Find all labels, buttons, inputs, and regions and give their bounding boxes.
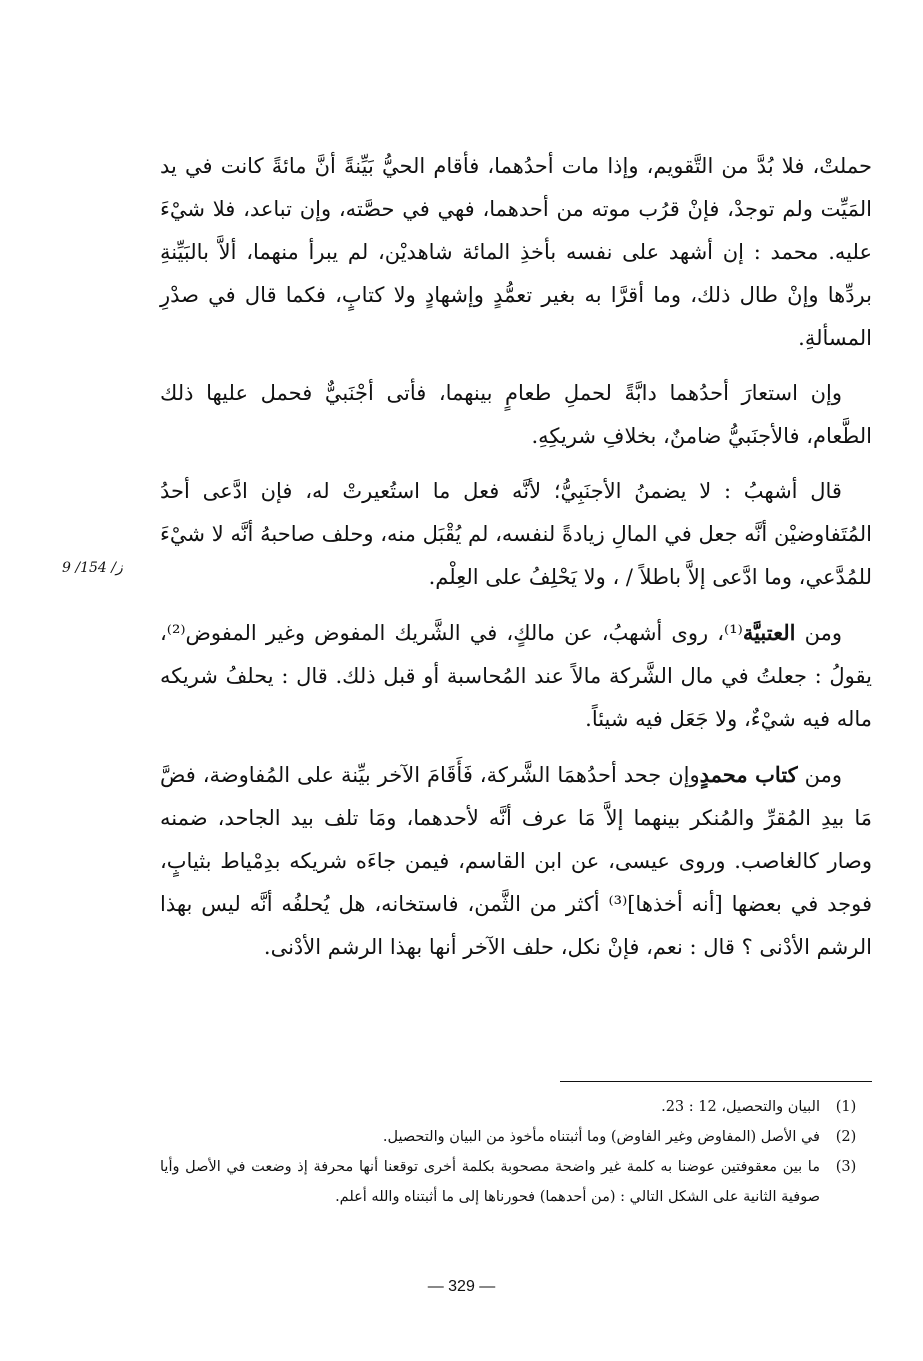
paragraph-1 xyxy=(160,145,872,360)
line: بالبَيِّنةِ بردِّها وإنْ طال ذلك، وما أقرَّا به بغير تعمُّدٍ وإشهادٍ ولا كتابٍ، فكما قال xyxy=(160,240,872,307)
line: ومن كتاب محمدٍوإن جحد أحدُهمَا الشَّركة، فَأَقَامَ الآخر بيِّنة على xyxy=(297,762,842,787)
footnote xyxy=(160,1152,872,1212)
line: يد المَيِّت ولم توجدْ، فإنْ قرُب موته من أحدهما، فهي في حصَّته، وإن تباعد، فلا xyxy=(160,154,872,221)
manuscript-folio-reference: 9 /154 /ز xyxy=(62,560,123,576)
line: لا شيْءَ للمُدَّعي، وما ادَّعى إلاَّ باطلاً / ، ولا يَحْلِفُ على العِلْم. xyxy=(160,522,872,589)
footnote xyxy=(160,1122,872,1152)
paragraph-3 xyxy=(160,470,872,599)
footnote-text: البيان والتحصيل، 12 : 23. xyxy=(661,1099,820,1115)
line: وإن استعارَ أحدُهما دابَّةً لحملِ طعامٍ بينهما، فأتى أجْنَبيٌّ فحمل عليها ذلك xyxy=(160,381,842,405)
line: جاءَه شريكه بدِمْياط بثيابٍ، فوجد في بعضها [أنه أخذها]⁽³⁾ أكثر من الثَّمن، xyxy=(160,849,873,916)
main-text xyxy=(160,145,872,981)
footnote-number: (2) xyxy=(835,1129,857,1145)
paragraph-2 xyxy=(160,372,872,458)
footnote-separator xyxy=(560,1081,872,1082)
line: قال أشهبُ : لا يضمنُ الأجنَبِيُّ؛ لأنَّه فعل ما استُعيرتْ له، فإن ادَّعى xyxy=(202,479,842,503)
footnote-text: ما بين معقوفتين عوضنا به كلمة غير واضحة مصحوبة بكلمة أخرى توقعنا أنها محرفة إذ وضعت في الأصل وأيا صوفية الثانية على الشكل التالي : (من أحدهما) فحورناها إلى ما أثبتناه والله أعلم. xyxy=(160,1159,820,1205)
line: في صدْرِ المسألةِ. xyxy=(160,283,872,350)
paragraph-5 xyxy=(160,753,872,969)
page-number: — 329 — xyxy=(427,1278,496,1295)
footnote-text: في الأصل (المفاوض وغير الفاوض) وما أثبتناه مأخوذ من البيان والتحصيل. xyxy=(382,1129,820,1145)
line: حملتْ، فلا بُدَّ من التَّقويم، وإذا مات أحدُهما، فأقام الحيُّ بَيِّنةً أنَّ مائةً كانت في xyxy=(185,154,872,178)
paragraph-4 xyxy=(160,611,872,741)
footnote xyxy=(160,1092,872,1122)
line: بيد الجاحد، ضمنه وصار كالغاصب. وروى عيسى، عن ابن القاسم، فيمن xyxy=(160,806,872,873)
footnotes xyxy=(160,1092,872,1212)
line: أحدُ المُتَفاوضيْن أنَّه جعل في المالِ زيادةً لنفسه، لم يُقْبَل منه، وحلف صاحبهُ أنَّه xyxy=(160,479,872,546)
line: المُفاوضة، فضَّ مَا بيدِ المُقرِّ والمُنكر بينهما إلاَّ مَا عرف أنَّه لأحدهما، ومَا تلف xyxy=(160,763,872,830)
line: الطَّعام، فالأجنَبيُّ ضامنٌ، بخلافِ شريكِهِ. xyxy=(531,424,872,448)
line: فاستخانه، هل يُحلفُه أنَّه ليس بهذا الرشم الأدْنى ؟ قال : نعم، فإنْ نكل، xyxy=(160,892,872,959)
footnote-number: (3) xyxy=(835,1159,857,1175)
line: المفوض⁽²⁾، يقولُ : جعلتُ في مال الشَّركة مالاً عند المُحاسبة أو قبل ذلك. xyxy=(160,621,872,688)
line: ومن العتبيَّة⁽¹⁾، روى أشهبُ، عن مالكٍ، في الشَّريك المفوض وغير xyxy=(265,620,842,645)
line: شيْءَ عليه. محمد : إن أشهد على نفسه بأخذِ المائة شاهديْن، لم يبرأ منهما، ألاَّ xyxy=(160,197,872,264)
line: قال : يحلفُ شريكه ماله فيه شيْءٌ، ولا جَعَل فيه شيئاً. xyxy=(160,664,872,731)
line: حلف الآخر أنها بهذا الرشم الأدْنى. xyxy=(263,935,555,959)
footnote-number: (1) xyxy=(835,1099,857,1115)
